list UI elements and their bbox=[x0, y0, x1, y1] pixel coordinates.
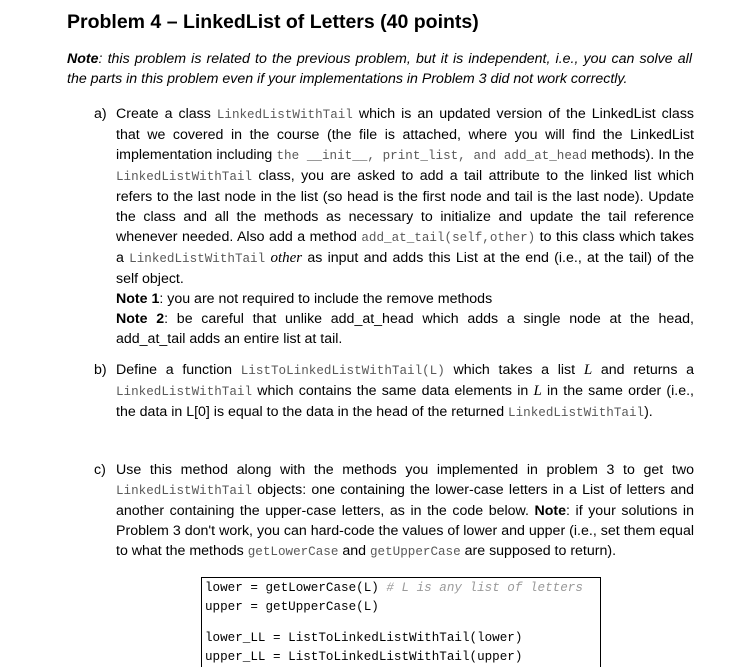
note-1-text: : you are not required to include the remove methods bbox=[159, 291, 493, 307]
part-c-code: getLowerCase bbox=[247, 545, 339, 559]
part-c-text: are supposed to return). bbox=[460, 543, 617, 559]
part-a-text: class, you are asked to add a tail attribute to the linked list which refers to the last node in the list (so head is the first node and tail is the last node). Update the class and all the methods as necessary to initialize and update the tail reference whenever needed. Also add a method bbox=[116, 168, 694, 245]
part-a-text: Create a class bbox=[116, 106, 217, 122]
part-c-note-label: Note bbox=[534, 503, 567, 519]
part-a-text: as input and adds this List at the end (i.e., at the tail) of the self object. bbox=[116, 250, 694, 287]
part-b-code: LinkedListWithTail bbox=[116, 385, 253, 399]
part-c bbox=[94, 460, 694, 562]
note-1-label: Note 1 bbox=[116, 291, 160, 307]
code-line: upper_LL = ListToLinkedListWithTail(upper) bbox=[205, 649, 523, 664]
part-b-description bbox=[116, 360, 694, 423]
part-a-code: the __init__, print_list, and add_at_head bbox=[276, 149, 588, 163]
part-c-text: Use this method along with the methods you implemented in problem 3 to get two bbox=[116, 462, 694, 478]
part-c-code: LinkedListWithTail bbox=[116, 484, 253, 498]
part-b-text: Define a function bbox=[116, 362, 241, 378]
part-b-variable: L bbox=[583, 362, 593, 378]
part-b-code: ListToLinkedListWithTail(L) bbox=[240, 364, 445, 378]
part-a-code: LinkedListWithTail bbox=[116, 170, 253, 184]
code-comment: # L is any list of letters bbox=[386, 581, 583, 595]
part-b-text: and returns a bbox=[592, 362, 695, 378]
part-b-text: in the same order (i.e., the data in L[0] is equal to the data in the head of the returned bbox=[116, 383, 694, 420]
part-a-code: LinkedListWithTail bbox=[216, 108, 353, 122]
part-b-text: which contains the same data elements in bbox=[252, 383, 534, 399]
part-a-note-2 bbox=[116, 309, 694, 349]
part-a bbox=[94, 104, 694, 349]
code-line: lower_LL = ListToLinkedListWithTail(lower) bbox=[205, 631, 523, 645]
part-b-marker: b) bbox=[94, 362, 107, 378]
note-text: : this problem is related to the previous problem, but it is independent, i.e., you can solve all the parts in this problem even if your implementations in Problem 3 did not work correctly. bbox=[67, 51, 692, 87]
note-2-text: : be careful that unlike add_at_head which adds a single node at the head, add_at_tail adds an entire list at tail. bbox=[116, 311, 694, 347]
part-a-marker: a) bbox=[94, 106, 107, 122]
part-a-code: add_at_tail(self,other) bbox=[361, 231, 536, 245]
part-a-variable: other bbox=[270, 250, 303, 266]
part-c-description bbox=[116, 460, 694, 562]
part-b bbox=[94, 360, 694, 423]
part-c-code: getUpperCase bbox=[369, 545, 461, 559]
part-c-text: and bbox=[338, 543, 370, 559]
code-block bbox=[201, 577, 601, 667]
part-a-text: methods). In the bbox=[587, 147, 694, 163]
part-a-text: to this class which takes a bbox=[116, 229, 695, 266]
note-2-label: Note 2 bbox=[116, 311, 165, 327]
part-c-text: : if your solutions in Problem 3 don't work, you can hard-code the values of lower and upper (i.e., set them equal to what the methods bbox=[116, 503, 694, 559]
part-a-note-1 bbox=[116, 289, 694, 309]
part-b-text: which takes a list bbox=[444, 362, 584, 378]
part-c-marker: c) bbox=[94, 462, 106, 478]
problem-title: Problem 4 – LinkedList of Letters (40 points) bbox=[67, 11, 479, 33]
code-line bbox=[205, 579, 600, 598]
part-a-text: which is an updated version of the LinkedList class that we covered in the course (the file is attached, where you will find the LinkedList implementation including bbox=[116, 106, 695, 163]
code-line-text: lower = getLowerCase(L) bbox=[205, 581, 387, 595]
part-c-text: objects: one containing the lower-case letters in a List of letters and another containing the upper-case letters, as in the code below. bbox=[116, 482, 694, 519]
code-line: upper = getUpperCase(L) bbox=[205, 599, 379, 614]
part-a-code: LinkedListWithTail bbox=[129, 252, 266, 266]
problem-note bbox=[67, 49, 692, 89]
part-b-variable: L bbox=[533, 383, 542, 399]
part-b-text: ). bbox=[644, 404, 653, 420]
code-blank-line bbox=[205, 616, 600, 629]
note-label: Note bbox=[67, 51, 99, 67]
part-b-code: LinkedListWithTail bbox=[508, 406, 645, 420]
part-a-description bbox=[116, 104, 694, 289]
